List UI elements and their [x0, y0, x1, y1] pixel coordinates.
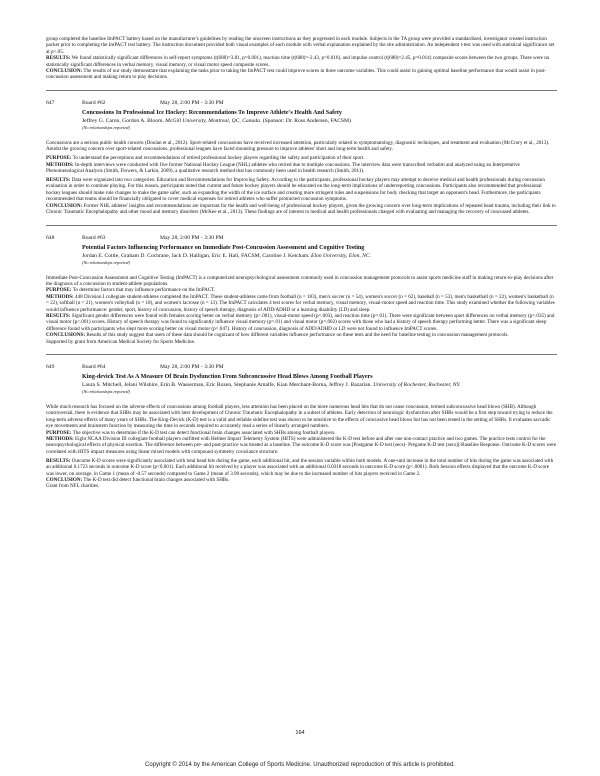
conclusions-paragraph: CONCLUSIONS: Results of this study suggest that users of these data should be cognizant of how different variables influence performance on these tests and the need for baseline testing in concussion management protocols. — [46, 332, 509, 339]
page-number: 164 — [295, 730, 305, 736]
abstract-number: 647 — [46, 99, 55, 106]
copyright-notice: Copyright © 2014 by the American College of Sports Medicine. Unauthorized reproduction of this article is prohibited. — [145, 762, 455, 768]
abstract-authors: Laura S. Mitchell, Jelani Wilshire, Erin B. Wasserman, Eric Rozen, Stephanie Amalfe, Kian Merchant-Borna, Jeffrey J. Bazarian. University of Rochester, Rochester, NY. — [82, 381, 461, 388]
abstract-meta — [46, 100, 557, 107]
abstract-648 — [46, 235, 557, 345]
continued-abstract — [46, 36, 557, 81]
section-divider — [46, 90, 557, 91]
purpose-paragraph: PURPOSE: To determine factors that may influence performance on the ImPACT. — [46, 287, 216, 294]
board-number: Board #64 — [82, 363, 106, 370]
section-divider — [46, 225, 557, 226]
abstract-number: 648 — [46, 234, 55, 241]
disclosure: (No relationships reported) — [82, 388, 130, 394]
abstract-649 — [46, 364, 557, 490]
session-time: May 28, 2:00 PM - 3:30 PM — [160, 363, 224, 370]
abstract-meta — [46, 235, 557, 242]
abstract-title: King-devick Test As A Measure Of Brain Dysfunction From Subconcussive Head Blows Among Football Players — [82, 373, 373, 380]
abstract-number: 649 — [46, 363, 55, 370]
purpose-paragraph: PURPOSE: The objective was to determine if the K-D test can detect functional brain changes associated with SHBs among football players. — [46, 429, 336, 436]
funding-statement: Supported by grant from American Medical Society for Sports Medicine. — [46, 338, 196, 345]
methods-continuation: group completed the baseline ImPACT battery based on the manufacturer's guidelines by reading the onscreen instructions as they progressed in each module. Subjects in the TA group were provided a standardized, investigator created instruction packet prior to completing the ImPACT test battery. The instruction document provided both visual examples of each module with verbal explanation explained by the site administration. An independent t-test was used with statistical significance set at p<.05. — [46, 36, 555, 55]
purpose-paragraph: PURPOSE: To understand the perceptions and recommendations of retired professional hockey players regarding the safety and participation of their sport. — [46, 155, 365, 162]
abstract-meta — [46, 364, 557, 371]
abstract-title: Potential Factors Influencing Performance on Immediate Post-Concussion Assessment and Cognitive Testing — [82, 244, 365, 251]
methods-paragraph: METHODS: 448 Division I collegiate student-athletes completed the ImPACT. These student-athletes came from football (n = 183), men's soccer (n = 54), women's soccer (n = 62), baseball (n = 53), men's basketball (n = 22), women's basketball (n = 22), softball (n = 21), women's volleyball (n = 18), and women's lacrosse (n = 13). The ImPACT calculates 4 test scores for verbal memory, visual memory, visual-motor speed and reaction time. This study examined whether the following variables would influence performance: gender, sport, history of concussion, history of speech therapy, diagnosis of ADD/ADHD or a learning disability (LD) and sleep. — [46, 293, 555, 313]
disclosure: (No relationships reported) — [82, 259, 130, 265]
conclusion-paragraph: CONCLUSION: The results of our study demonstrate that explaining the tasks prior to taking the ImPACT test could improve scores in three outcome variables. This could assist in gaining optimal baseline performance that would assist in post-concussion assessment and making return to play decisions. — [46, 68, 547, 81]
methods-paragraph: METHODS: Eight NCAA Division III collegiate football players outfitted with Helmet Impact Telemetry System (HITS) were administered the K-D test before and after one non-contact practice and two games. The practice tests control for the neuropsychological effects of physical exertion. The difference between pre- and post-practice was treated as a baseline. The outcome K-D score was [Postgame K-D test (secs)- Pregame K-D test (secs)]-Baseline Response. Outcome K-D scores were correlated with HITS impact measures using linear mixed models with compound symmetry covariance structure. — [46, 436, 557, 455]
methods-paragraph: METHODS: In-depth interviews were conducted with five former National Hockey League (NHL) athletes who retired due to multiple concussions. The interview data were transcribed verbatim and analyzed using an Interpretative Phenomenological Analysis (Smith, Flowers, & Larkin, 2009), a qualitative research method that has commonly been used in health research (Smith, 2011). — [46, 161, 520, 175]
funding-statement: Grant from NFL charities. — [46, 483, 100, 490]
section-divider — [46, 354, 557, 355]
board-number: Board #62 — [82, 99, 106, 106]
abstract-intro: Immediate Post-Concussion Assessment and Cognitive Testing (ImPACT) is a computerized neuropsychological assessment commonly used in concussion management protocols to assist sports medicine staff in making return-to-play decisions after the diagnosis of a concussion in student-athlete populations. — [46, 274, 554, 287]
session-time: May 28, 2:00 PM - 3:30 PM — [160, 99, 224, 106]
disclosure: (No relationships reported) — [82, 124, 130, 130]
abstract-title: Concussions In Professional Ice Hockey: Recommendations To Improve Athlete's Health And Safety — [82, 109, 342, 116]
conclusion-paragraph: CONCLUSION: The K-D test did detect functional brain changes associated with SHBs. — [46, 477, 230, 484]
session-time: May 28, 2:00 PM - 3:30 PM — [160, 234, 224, 241]
results-paragraph: RESULTS: Significant gender differences were found with females scoring better on verbal memory (p<.001), visual-motor speed (p=.003), and reaction time (p=.01). There were significant between sport differences on verbal memory (p=.035) and visual motor (p<.001) scores. History of speech therapy was found to significantly influence visual memory (p=.01) and visual motor (p=.002) scores with those who had a history of speech therapy performing better. There was a significant sleep difference found with participants who slept more scoring better on visual motor (p=.047). History of concussion, diagnosis of ADD/ADHD or LD were not found to influence ImPACT scores. — [46, 312, 555, 332]
abstract-intro: While much research has focused on the adverse effects of concussions among football players, less attention has been placed on the more numerous head hits that do not cause concussion, termed subconcussive head blows (SHB). Although controversial, there is evidence that SHBs may be associated with later development of Chronic Traumatic Encephalopathy in a subset of athletes. Early detection of neurologic dysfunction after SHBs would be a first step toward trying to reduce the long-term adverse effects of many years of SHBs. The King-Devick (K-D) test is a valid and reliable sideline test was shown to be sensitive to the effects of concussive head blows but has not been tested in the setting of SHBs. It evaluates saccadic eye movements and brainstem function by measuring the time in seconds required to accurately read a series of linearly arranged numbers. — [46, 403, 553, 430]
results-paragraph: RESULTS: Data were organized into two categories: Education and Recommendations for Improving Safety. According to the participants, professional hockey players may attempt to deceive medical and health professionals during concussion evaluation in order to continue playing. For this reason, participants noted that current and future hockey players should be educated on the long-term implications of underreporting concussions. Participants also recommended that professional hockey leagues should make rule changes to make the game safer, such as expanding the width of the ice surface and creating more stringent rules and suspensions for body checking that target an opponent's head. Furthermore, the participants recommended that teams should be financially obligated to cover medical expenses for retired athletes who suffer protracted concussion symptoms. — [46, 177, 545, 203]
abstract-647 — [46, 100, 557, 216]
board-number: Board #63 — [82, 234, 106, 241]
abstract-authors: Jordan E. Cottle, Graham D. Cochrane, Jack D. Halligan, Eric E. Hall, FACSM, Caroline J. Ketcham. Elon University, Elon, NC. — [82, 252, 372, 259]
results-paragraph: RESULTS: Outcome K-D scores were significantly associated with total head hits during the game, each additional hit, and the session variable within both models. A one-unit increase in the total number of hits during the game was associated with an additional 0.1723 seconds in outcome K-D score (p<0.001). Each additional hit received by a player was associated with an additional 0.0318 seconds in outcome K-D score (p<.0001). Both Session effects displayed that the outcome K-D score was lower, on average, in Game 1 (mean of -0.57 seconds) compared to Game 2 (mean of 3.90 seconds), which may be due to the increased number of hits players received in Game 2. — [46, 457, 554, 477]
abstract-intro: Concussions are a serious public health concern (Doolan et al., 2012). Sport-related concussions have received increased attention, particularly related to symptomatology, diagnostic techniques, and treatment and evaluation (McCrory et al., 2013). Amidst the growing concern over sport-related concussions, professional leagues have faced mounting pressure to improve athletes' short and long-term health and safety. — [46, 139, 550, 153]
results-paragraph: RESULTS: We found statistically significant differences in self-report symptoms (t(688)=3.81, p=0.001), reaction time (t(688)=-2.43, p=0.016), and impulse control (t(688)=2.45, p=0.014) composite scores between the two groups. There were no statistically significant differences in verbal memory, visual memory, or visual motor speed composite scores. — [46, 55, 550, 68]
abstract-authors: Jeffrey G. Caron, Gordon A. Bloom. McGill University, Montreal, QC, Canada. (Sponsor: Dr. Ross Andersen, FACSM) — [82, 117, 351, 124]
journal-page — [46, 36, 557, 490]
conclusion-paragraph: CONCLUSION: Former NHL athletes' insights and recommendations are important for the health and well-being of professional hockey players, given the growing concern over long-term implications of repeated head trauma, including their link to Chronic Traumatic Encephalopathy and other mood and memory disorders (McKee et al., 2013). These findings are of interest to medical and health professionals charged with evaluating and managing the recovery of concussed athletes. — [46, 202, 556, 216]
